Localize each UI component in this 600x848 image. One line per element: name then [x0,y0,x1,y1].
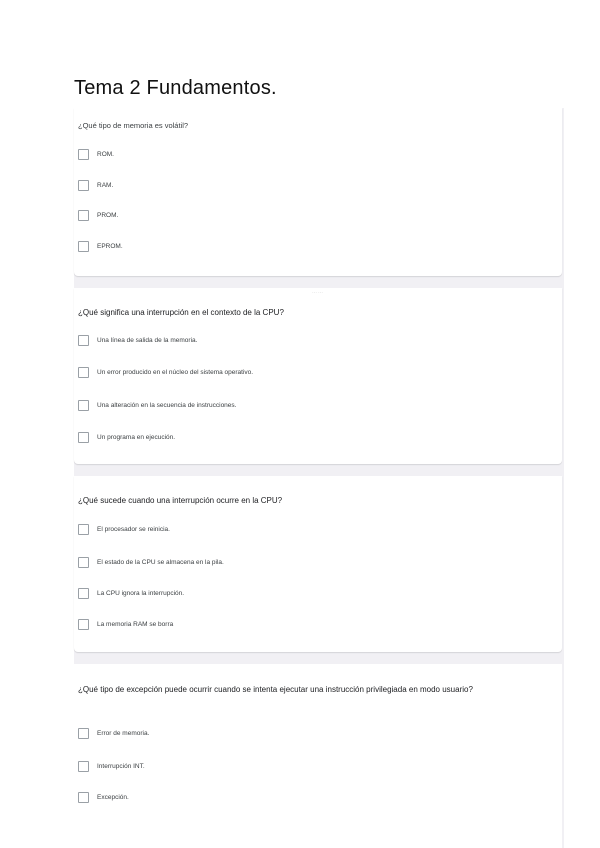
option-label: EPROM. [97,242,123,250]
checkbox[interactable] [78,728,89,739]
option-label: Una línea de salida de la memoria. [97,336,198,344]
option-label: El procesador se reinicia. [97,525,170,533]
checkbox[interactable] [78,557,89,568]
question-text: ¿Qué significa una interrupción en el contexto de la CPU? [78,308,284,317]
option-row[interactable] [78,399,236,411]
checkbox[interactable] [78,432,89,443]
checkbox[interactable] [78,180,89,191]
checkbox[interactable] [78,335,89,346]
option-label: La memoria RAM se borra [97,620,174,628]
option-label: Un programa en ejecución. [97,433,176,441]
question-card-3 [74,476,562,652]
option-label: Error de memoria. [97,729,150,737]
option-row[interactable] [78,179,113,191]
question-card-2 [74,288,562,464]
option-row[interactable] [78,791,129,803]
checkbox[interactable] [78,619,89,630]
question-card-1 [74,108,562,276]
checkbox[interactable] [78,241,89,252]
option-row[interactable] [78,556,224,568]
checkbox[interactable] [78,210,89,221]
checkbox[interactable] [78,588,89,599]
question-text: ¿Qué tipo de memoria es volátil? [78,121,189,130]
option-label: RAM. [97,181,114,189]
checkbox[interactable] [78,524,89,535]
checkbox[interactable] [78,367,89,378]
checkbox[interactable] [78,792,89,803]
checkbox[interactable] [78,400,89,411]
option-label: Interrupción INT. [97,762,145,770]
option-label: Excepción. [97,793,129,801]
question-card-4 [74,664,562,848]
option-row[interactable] [78,240,123,252]
option-label: ROM. [97,150,114,158]
option-label: Un error producido en el núcleo del sistema operativo. [97,368,254,376]
option-row[interactable] [78,148,114,160]
option-row[interactable] [78,727,149,739]
option-label: El estado de la CPU se almacena en la pila. [97,558,224,566]
option-label: Una alteración en la secuencia de instrucciones. [97,401,237,409]
option-row[interactable] [78,587,184,599]
option-row[interactable] [78,366,253,378]
option-label: La CPU ignora la interrupción. [97,589,185,597]
option-row[interactable] [78,523,170,535]
checkbox[interactable] [78,761,89,772]
option-row[interactable] [78,431,175,443]
checkbox[interactable] [78,149,89,160]
option-label: PROM. [97,211,119,219]
question-text: ¿Qué tipo de excepción puede ocurrir cuando se intenta ejecutar una instrucción privilegiada en modo usuario? [78,685,473,694]
drag-dots-icon[interactable]: ⋯⋯ [312,290,324,296]
option-row[interactable] [78,618,173,630]
option-row[interactable] [78,760,145,772]
page-title: Tema 2 Fundamentos. [74,77,277,99]
question-text: ¿Qué sucede cuando una interrupción ocurre en la CPU? [78,496,283,505]
option-row[interactable] [78,209,118,221]
option-row[interactable] [78,334,197,346]
